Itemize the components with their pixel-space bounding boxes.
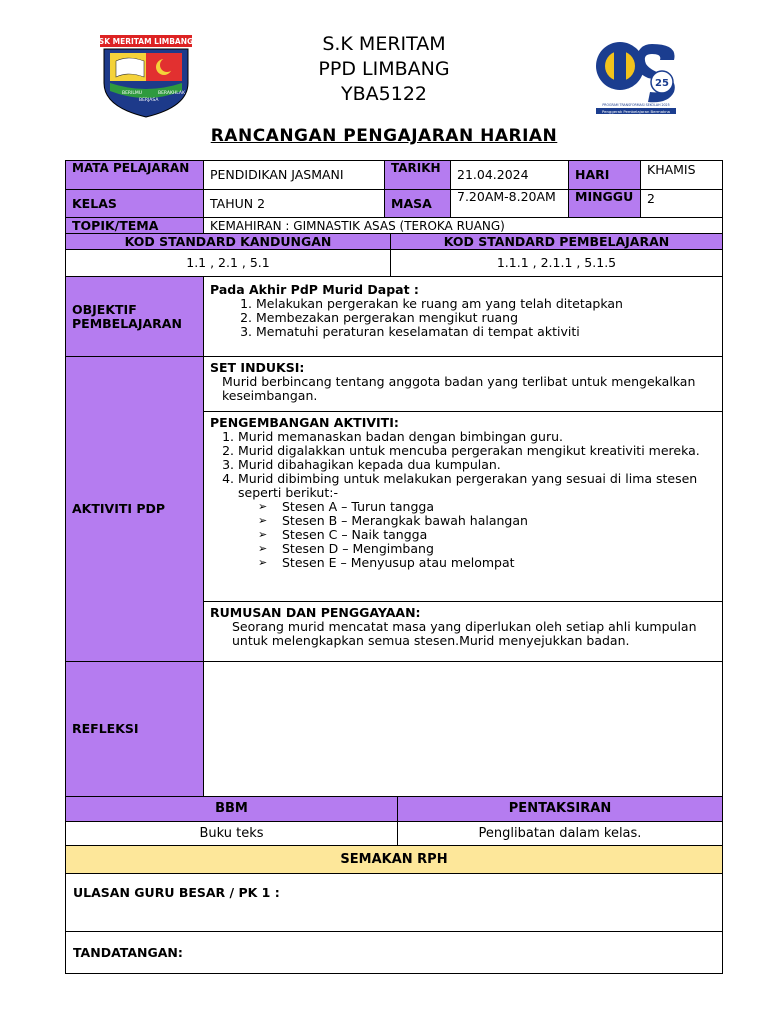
svg-text:SK MERITAM LIMBANG: SK MERITAM LIMBANG: [98, 37, 194, 46]
rumusan-text: Seorang murid mencatat masa yang diperlukan oleh setiap ahli kumpulan untuk melengkapkan semua stesen.Murid menyejukkan badan.: [232, 619, 697, 648]
value-kod-standard-pembelajaran: 1.1.1 , 2.1.1 , 5.1.5: [390, 250, 722, 276]
row-standard-values: [65, 250, 723, 277]
school-name-block: [234, 32, 534, 107]
pengembangan-item: 2. Murid digalakkan untuk mencuba pergerakan mengikut kreativiti mereka.: [238, 444, 716, 458]
header-bbm: BBM: [215, 801, 248, 816]
row-aktiviti: [65, 357, 723, 662]
row-mata-pelajaran: [65, 160, 723, 190]
rumusan-section: [203, 602, 722, 661]
school-name-line1: S.K MERITAM: [322, 33, 446, 55]
pengembangan-item: 1. Murid memanaskan badan dengan bimbingan guru.: [238, 430, 716, 444]
set-induksi-text: Murid berbincang tentang anggota badan yang terlibat untuk mengekalkan keseimbangan.: [222, 374, 696, 403]
ts25-logo: [590, 36, 682, 116]
label-objektif: OBJEKTIF PEMBELAJARAN: [66, 277, 203, 356]
row-bbm-headers: [65, 797, 723, 822]
label-minggu: MINGGU: [568, 190, 640, 217]
row-objektif: [65, 277, 723, 357]
stesen-item: ➢ Stesen B – Merangkak bawah halangan: [282, 514, 716, 528]
stesen-item: ➢ Stesen E – Menyusup atau melompat: [282, 556, 716, 570]
value-hari: KHAMIS: [640, 161, 722, 189]
value-refleksi[interactable]: [203, 662, 722, 796]
header-kod-standard-pembelajaran: KOD STANDARD PEMBELAJARAN: [390, 234, 722, 249]
label-kelas: KELAS: [66, 190, 203, 217]
svg-text:BERAKHLAK: BERAKHLAK: [158, 91, 185, 96]
row-refleksi: [65, 662, 723, 797]
stesen-item: ➢ Stesen D – Mengimbang: [282, 542, 716, 556]
objektif-content: [203, 277, 722, 356]
label-masa: MASA: [384, 190, 450, 217]
objektif-list: [210, 297, 716, 339]
value-kod-standard-kandungan: 1.1 , 2.1 , 5.1: [186, 255, 270, 270]
svg-text:PROGRAM TRANSFORMASI SEKOLAH 2: PROGRAM TRANSFORMASI SEKOLAH 2025: [602, 103, 670, 107]
rumusan-heading: RUMUSAN DAN PENGGAYAAN:: [210, 605, 421, 620]
stesen-item: ➢ Stesen A – Turun tangga: [282, 500, 716, 514]
objektif-item: 2. Membezakan pergerakan mengikut ruang: [256, 311, 716, 325]
pengembangan-section: [203, 412, 722, 602]
label-aktiviti: AKTIVITI PDP: [66, 357, 203, 661]
stesen-item: ➢ Stesen C – Naik tangga: [282, 528, 716, 542]
value-pentaksiran: Penglibatan dalam kelas.: [397, 822, 722, 845]
value-kelas: TAHUN 2: [203, 190, 384, 217]
row-tandatangan: [65, 932, 723, 974]
svg-text:BERILMU: BERILMU: [122, 91, 143, 96]
label-hari: HARI: [568, 161, 640, 189]
school-crest-logo: [96, 33, 196, 119]
label-tandatangan: TANDATANGAN:: [73, 944, 183, 960]
school-name-line2: PPD LIMBANG: [318, 58, 450, 80]
value-mata-pelajaran: PENDIDIKAN JASMANI: [203, 161, 384, 189]
stesen-list: [210, 500, 716, 570]
value-tarikh: 21.04.2024: [450, 161, 568, 189]
value-bbm: Buku teks: [199, 825, 264, 841]
label-refleksi: REFLEKSI: [66, 662, 203, 796]
row-semakan: [65, 846, 723, 874]
header-semakan-rph: SEMAKAN RPH: [340, 851, 448, 867]
row-ulasan: [65, 874, 723, 932]
objektif-item: 3. Mematuhi peraturan keselamatan di tempat aktiviti: [256, 325, 716, 339]
value-masa: 7.20AM-8.20AM: [450, 190, 568, 217]
row-bbm-values: [65, 822, 723, 846]
pengembangan-heading: PENGEMBANGAN AKTIVITI:: [210, 415, 399, 430]
label-topik: TOPIK/TEMA: [66, 218, 203, 233]
row-topik: [65, 218, 723, 234]
row-standard-headers: [65, 234, 723, 250]
header-kod-standard-kandungan: KOD STANDARD KANDUNGAN: [124, 233, 332, 249]
value-minggu: 2: [640, 190, 722, 217]
document-title: RANCANGAN PENGAJARAN HARIAN: [210, 126, 558, 146]
pengembangan-list: [210, 430, 716, 500]
school-code: YBA5122: [341, 83, 427, 105]
document-header: [0, 0, 768, 160]
svg-text:Penggerak Pembelajaran Bermakn: Penggerak Pembelajaran Bermakna: [602, 109, 670, 114]
objektif-item: 1. Melakukan pergerakan ke ruang am yang telah ditetapkan: [256, 297, 716, 311]
label-tarikh: TARIKH: [384, 161, 450, 189]
objektif-heading: Pada Akhir PdP Murid Dapat :: [210, 282, 419, 297]
rph-table: [65, 160, 723, 974]
value-topik: KEMAHIRAN : GIMNASTIK ASAS (TEROKA RUANG): [203, 218, 722, 233]
pengembangan-item: 3. Murid dibahagikan kepada dua kumpulan.: [238, 458, 716, 472]
header-pentaksiran: PENTAKSIRAN: [397, 797, 722, 821]
svg-text:BERJASA: BERJASA: [139, 98, 159, 103]
label-mata-pelajaran: MATA PELAJARAN: [66, 161, 203, 189]
set-induksi-section: [203, 357, 722, 412]
pengembangan-item: 4. Murid dibimbing untuk melakukan pergerakan yang sesuai di lima stesen seperti berikut:-: [238, 472, 716, 500]
svg-text:25: 25: [655, 78, 669, 89]
set-induksi-heading: SET INDUKSI:: [210, 360, 305, 375]
label-ulasan-guru-besar: ULASAN GURU BESAR / PK 1 :: [73, 885, 280, 900]
row-kelas: [65, 190, 723, 218]
